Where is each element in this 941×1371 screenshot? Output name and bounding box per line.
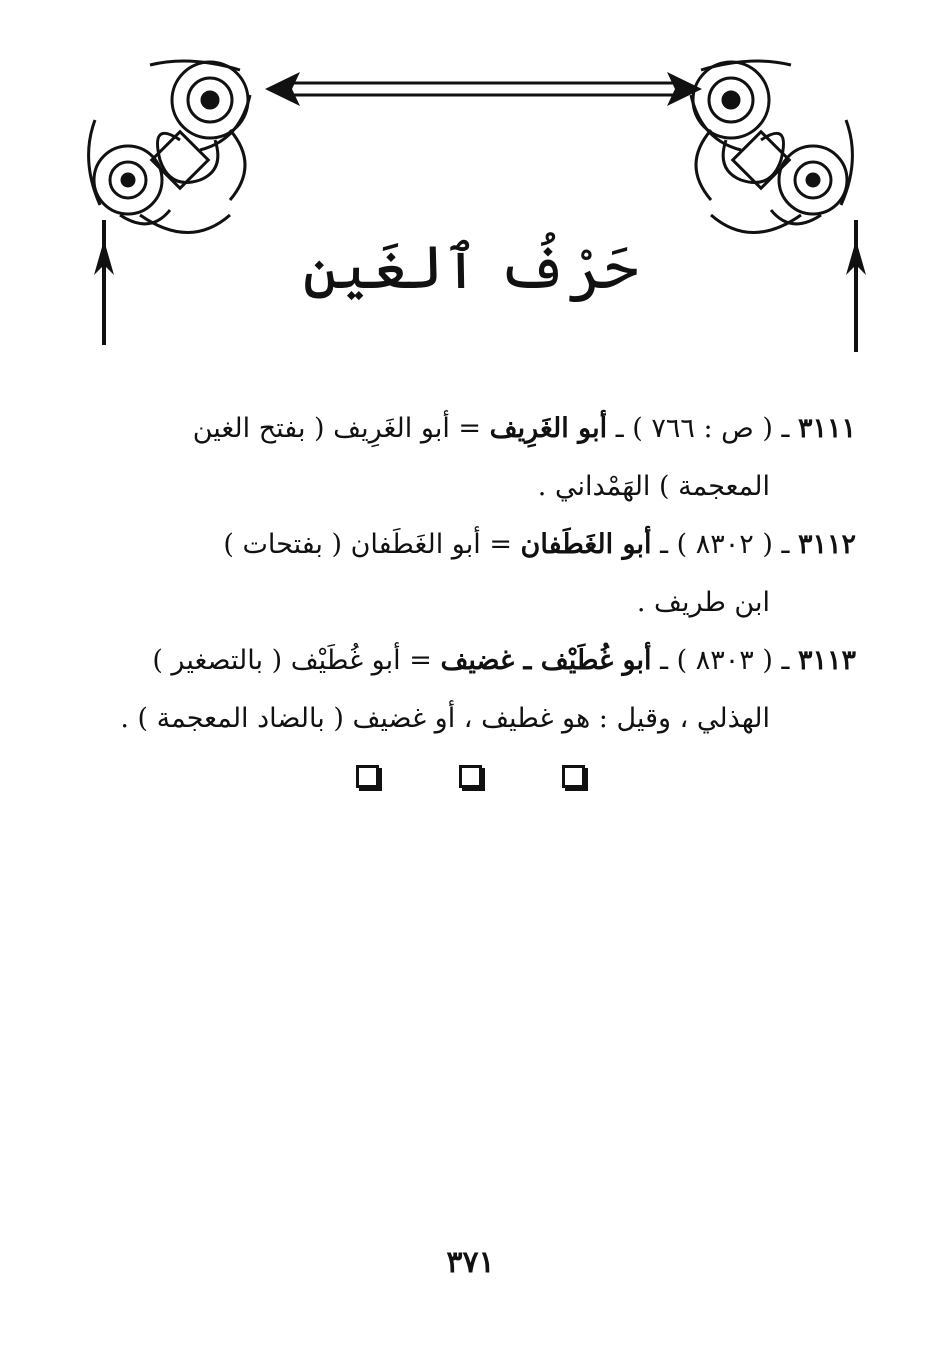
entry-name: أبو الغَطَفان: [520, 529, 652, 560]
end-mark-box: [356, 765, 379, 788]
page-number: ٣٧١: [446, 1245, 495, 1280]
entry-continuation: المعجمة ) الهَمْداني .: [537, 471, 770, 502]
entry-reference: ( ٨٣٠٣ ): [676, 645, 773, 676]
entry-number: ٣١١١: [797, 413, 856, 444]
entry-reference: ( ٨٣٠٢ ): [676, 529, 773, 560]
entry-name: أبو غُطَيْف ـ غضيف: [440, 645, 652, 676]
entry-text: = أبو الغَرِيف ( بفتح الغين: [192, 413, 482, 444]
entry: ٣١١١ ـ ( ص : ٧٦٦ ) ـ أبو الغَرِيف = أبو الغَرِيف ( بفتح الغين المعجمة ) الهَمْداني .: [104, 400, 856, 516]
right-corner-ornament: [691, 61, 852, 233]
section-end-marks: [0, 765, 941, 788]
chapter-title: حَرْفُ ٱلغَين: [302, 233, 639, 303]
entries-list: [104, 400, 856, 748]
entry-text: = أبو غُطَيْف ( بالتصغير ): [152, 645, 432, 676]
chapter-header-ornament: [0, 0, 941, 380]
entry-continuation: ابن طريف .: [636, 587, 770, 618]
entry-reference: ( ص : ٧٦٦ ): [632, 413, 773, 444]
entry-continuation: الهذلي ، وقيل : هو غطيف ، أو غضيف ( بالضاد المعجمة ) .: [120, 703, 770, 734]
left-corner-ornament: [89, 61, 250, 233]
entry-text: = أبو الغَطَفان ( بفتحات ): [223, 529, 512, 560]
entry-number: ٣١١٢: [797, 529, 856, 560]
entry-name: أبو الغَرِيف: [489, 413, 608, 444]
entry-number: ٣١١٣: [797, 645, 856, 676]
entry: ٣١١٢ ـ ( ٨٣٠٢ ) ـ أبو الغَطَفان = أبو الغَطَفان ( بفتحات ) ابن طريف .: [104, 516, 856, 632]
end-mark-box: [459, 765, 482, 788]
entry: ٣١١٣ ـ ( ٨٣٠٣ ) ـ أبو غُطَيْف ـ غضيف = أبو غُطَيْف ( بالتصغير ) الهذلي ، وقيل : هو غطيف ، أو غضيف ( بالضاد المعجمة ) .: [104, 632, 856, 748]
end-mark-box: [562, 765, 585, 788]
